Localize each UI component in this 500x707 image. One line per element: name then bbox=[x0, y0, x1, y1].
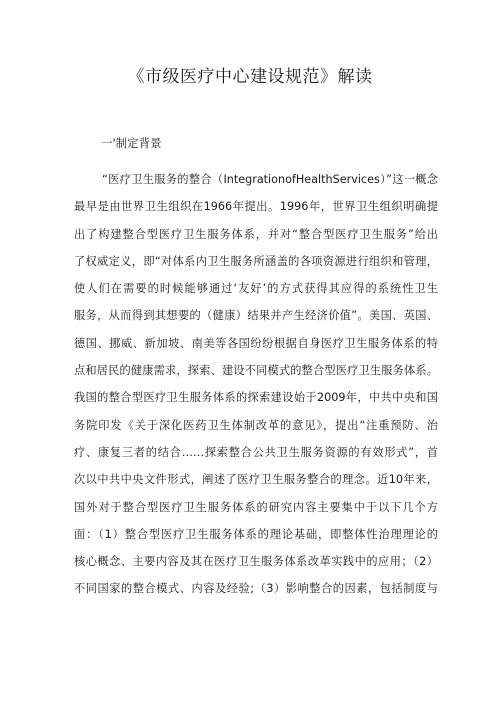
paragraph-line: 使人们在需要的时候能够通过‘友好’的方式获得其应得的系统性卫生 bbox=[74, 282, 438, 296]
paragraph-line: 我国的整合型医疗卫生服务体系的探索建设始于2009年，中共中央和国 bbox=[74, 391, 438, 405]
paragraph-line: “医疗卫生服务的整合（IntegrationofHealthServices）”这一概念 bbox=[102, 173, 438, 186]
paragraph-line: 出了构建整合型医疗卫生服务体系，并对“整合型医疗卫生服务”给出 bbox=[74, 227, 438, 241]
paragraph-line: 最早是由世界卫生组织在1966年提出。1996年，世界卫生组织明确提 bbox=[74, 200, 438, 214]
paragraph-line: 了权威定义，即“对体系内卫生服务所涵盖的各项资源进行组织和管理， bbox=[74, 254, 438, 268]
paragraph-line: 点和居民的健康需求，探索、建设不同模式的整合型医疗卫生服务体系。 bbox=[74, 364, 438, 378]
body-paragraph bbox=[74, 166, 438, 603]
paragraph-line: 核心概念、主要内容及其在医疗卫生服务体系改革实践中的应用；（2） bbox=[74, 555, 438, 569]
paragraph-line: 次以中共中央文件形式，阐述了医疗卫生服务整合的理念。近10年来， bbox=[74, 473, 438, 487]
paragraph-line: 德国、挪威、新加坡、南美等各国纷纷根据自身医疗卫生服务体系的特 bbox=[74, 336, 438, 350]
paragraph-line: 疗、康复三者的结合……探索整合公共卫生服务资源的有效形式”，首 bbox=[74, 445, 438, 459]
document-title: 《市级医疗中心建设规范》解读 bbox=[127, 67, 373, 87]
section-heading: 一'制定背景 bbox=[101, 136, 162, 150]
paragraph-line: 国外对于整合型医疗卫生服务体系的研究内容主要集中于以下几个方 bbox=[74, 500, 438, 514]
paragraph-line: 不同国家的整合模式、内容及经验;（3）影响整合的因素，包括制度与 bbox=[74, 582, 438, 596]
paragraph-line: 面：（1）整合型医疗卫生服务体系的理论基础，即整体性治理理论的 bbox=[74, 527, 438, 541]
paragraph-line: 务院印发《关于深化医药卫生体制改革的意见》，提出“注重预防、治 bbox=[74, 418, 438, 432]
paragraph-line: 服务，从而得到其想要的（健康）结果并产生经济价值”。美国、英国、 bbox=[74, 309, 438, 323]
